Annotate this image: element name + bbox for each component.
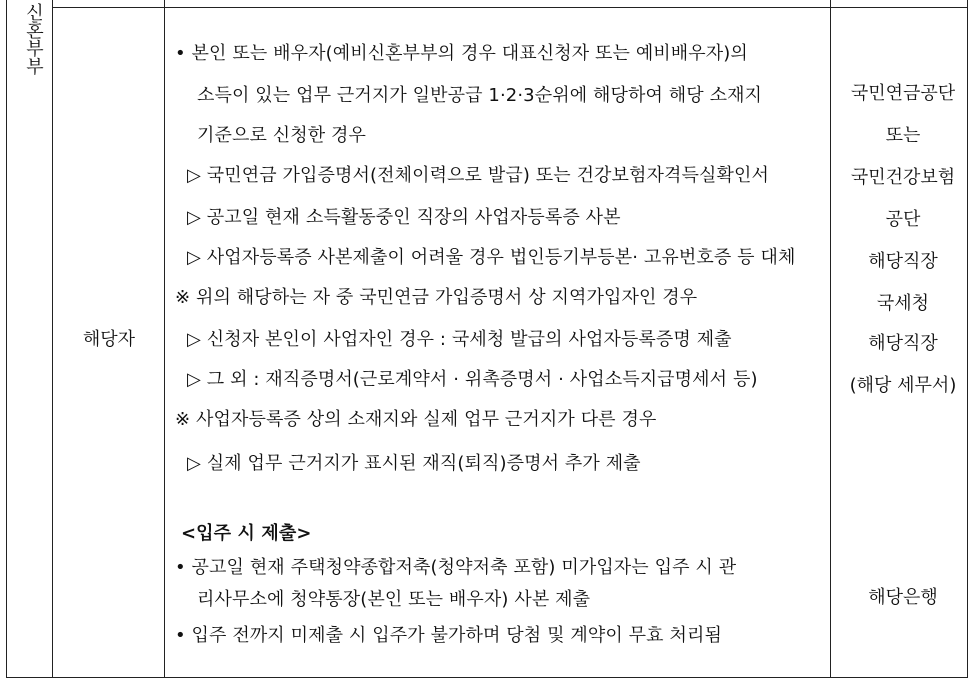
issuer-name: 해당은행 xyxy=(868,587,938,608)
divider xyxy=(830,0,831,677)
divider xyxy=(52,7,967,8)
note: ※ 사업자등록증 상의 소재지와 실제 업무 근거지가 다른 경우 xyxy=(175,409,657,430)
note: ※ 위의 해당하는 자 중 국민연금 가입증명서 상 지역가입자인 경우 xyxy=(175,287,698,308)
sub-item: ▷ 그 외 : 재직증명서(근로계약서 · 위촉증명서 · 사업소득지급명세서 등) xyxy=(187,369,758,390)
issuer-name: 공단 xyxy=(885,209,921,230)
category-cell: 신혼부부 xyxy=(23,3,44,75)
bullet-text: 리사무소에 청약통장(본인 또는 배우자) 사본 제출 xyxy=(197,589,591,610)
issuer-name: 국민연금공단 xyxy=(850,83,956,104)
sub-item: ▷ 실제 업무 근거지가 표시된 재직(퇴직)증명서 추가 제출 xyxy=(187,453,641,474)
bullet-text: 소득이 있는 업무 근거지가 일반공급 1·2·3순위에 해당하여 해당 소재지 xyxy=(197,85,763,106)
bullet-text: • 공고일 현재 주택청약종합저축(청약저축 포함) 미가입자는 입주 시 관 xyxy=(175,557,737,578)
issuer-name: (해당 세무서) xyxy=(849,375,957,396)
target-cell: 해당자 xyxy=(82,329,136,350)
bullet-text: 기준으로 신청한 경우 xyxy=(197,125,367,146)
document-table xyxy=(6,0,968,678)
sub-item: ▷ 신청자 본인이 사업자인 경우 : 국세청 발급의 사업자등록증명 제출 xyxy=(187,329,732,350)
issuer-name: 국민건강보험 xyxy=(850,167,956,188)
bullet-text: • 입주 전까지 미제출 시 입주가 불가하며 당첨 및 계약이 무효 처리됨 xyxy=(175,625,722,646)
issuer-name: 또는 xyxy=(885,125,921,146)
issuer-name: 해당직장 xyxy=(868,333,938,354)
bullet-text: • 본인 또는 배우자(예비신혼부부의 경우 대표신청자 또는 예비배우자)의 xyxy=(175,43,748,64)
move-in-heading: <입주 시 제출> xyxy=(181,523,312,544)
issuer-name: 해당직장 xyxy=(868,251,938,272)
sub-item: ▷ 사업자등록증 사본제출이 어려울 경우 법인등기부등본· 고유번호증 등 대체 xyxy=(187,247,796,268)
sub-item: ▷ 국민연금 가입증명서(전체이력으로 발급) 또는 건강보험자격득실확인서 xyxy=(187,165,769,186)
sub-item: ▷ 공고일 현재 소득활동중인 직장의 사업자등록증 사본 xyxy=(187,207,621,228)
issuer-name: 국세청 xyxy=(876,293,930,314)
